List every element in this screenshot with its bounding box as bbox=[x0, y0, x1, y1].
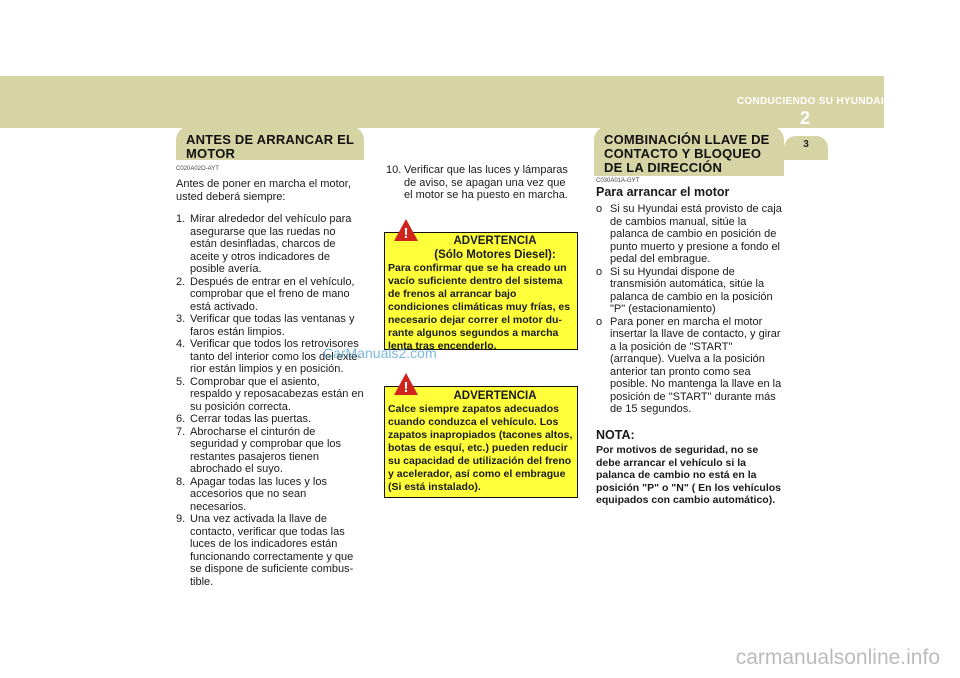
list-item: 6. Cerrar todas las puertas. bbox=[176, 413, 312, 425]
warning-triangle-icon bbox=[393, 372, 419, 396]
list-item: 7. Abrocharse el cinturón de seguridad y comprobar que los restantes pasajeros tienen abrochado el suyo. bbox=[176, 425, 342, 475]
warning-title: ADVERTENCIA bbox=[453, 235, 537, 247]
warning-title: ADVERTENCIA bbox=[453, 390, 537, 402]
list-item: 4. Verificar que todos los retrovisores tanto del interior como los del exte- rior están limpios y en posición. bbox=[176, 338, 362, 375]
list-item: 10. Verificar que las luces y lámparas de aviso, se apagan una vez que el motor se ha puesto en marcha. bbox=[386, 164, 568, 201]
footer-watermark: carmanualsonline.info bbox=[735, 646, 940, 669]
list-item: 8. Apagar todas las luces y los accesorios que no sean necesarios. bbox=[176, 475, 327, 513]
subheading: Para arrancar el motor bbox=[596, 185, 730, 199]
list-item: o Si su Hyundai está provisto de caja de cambios manual, sitúe la palanca de cambio en posición de punto muerto y presione a fondo el pedal del embrague. bbox=[596, 203, 782, 265]
svg-text:!: ! bbox=[403, 379, 409, 396]
warning-text: Calce siempre zapatos adecuados cuando conduzca el vehículo. Los zapatos inapropiados (tacones altos, botas de esquí, etc.) pueden reducir su capacidad de utilización del freno y acelerador, así como el embrague (Si está instalado). bbox=[388, 403, 573, 493]
list-item: o Si su Hyundai dispone de transmisión automática, sitúe la palanca de cambio en la posición "P" (estacionamiento) bbox=[596, 265, 773, 315]
list-item: 9. Una vez activada la llave de contacto, verificar que todas las luces de los indicadores están funcionando correctamente y que se dispone de suficiente combus- tible. bbox=[176, 513, 354, 588]
section-title: CONDUCIENDO SU HYUNDAI bbox=[736, 96, 884, 107]
list-item: o Para poner en marcha el motor insertar la llave de contacto, y girar a la posición de "START" (arranque). Vuelva a la posición anterior tan pronto como sea posible. No mantenga la llave en la posición de "START" durante más de 15 segundos. bbox=[596, 315, 782, 415]
left-heading: ANTES DE ARRANCAR EL MOTOR bbox=[186, 132, 354, 161]
page-number: 3 bbox=[803, 139, 809, 150]
left-intro: Antes de poner en marcha el motor, usted deberá siempre: bbox=[176, 178, 351, 203]
warning-subtitle: (Sólo Motores Diesel): bbox=[434, 249, 556, 261]
warning-text: Para confirmar que se ha creado un vacío suficiente dentro del sistema de frenos al arrancar bajo condiciones climáticas muy frías, es necesario dejar correr el motor du- rante algunos segundos a marcha lenta tras encenderlo. bbox=[388, 262, 571, 352]
watermark-link[interactable]: CarManuals2.com bbox=[323, 345, 437, 361]
right-section-code: C030A01A-GYT bbox=[596, 178, 640, 184]
left-section-code: C020A02O-AYT bbox=[176, 166, 219, 172]
list-item: 3. Verificar que todas las ventanas y faros están limpios. bbox=[176, 313, 355, 338]
start-steps-list bbox=[596, 203, 784, 416]
warning-triangle-icon bbox=[393, 218, 419, 242]
list-item: 1. Mirar alrededor del vehículo para asegurarse que las ruedas no están desinfladas, charcos de aceite y otros indicadores de posible avería. bbox=[176, 213, 352, 275]
list-item: 5. Comprobar que el asiento, respaldo y reposacabezas están en su posición correcta. bbox=[176, 375, 364, 413]
chapter-number: 2 bbox=[800, 108, 811, 128]
pre-start-checklist bbox=[176, 213, 364, 588]
note-text: Por motivos de seguridad, no se debe arrancar el vehículo si la palanca de cambio no está en la posición "P" o "N" ( En los vehículos equipados con cambio automático). bbox=[596, 444, 782, 506]
list-item: 2. Después de entrar en el vehículo, comprobar que el freno de mano está activado. bbox=[176, 275, 355, 313]
right-heading: COMBINACIÓN LLAVE DE CONTACTO Y BLOQUEO DE LA DIRECCIÓN bbox=[604, 132, 770, 175]
svg-text:!: ! bbox=[403, 225, 409, 242]
note-title: NOTA: bbox=[596, 428, 635, 442]
